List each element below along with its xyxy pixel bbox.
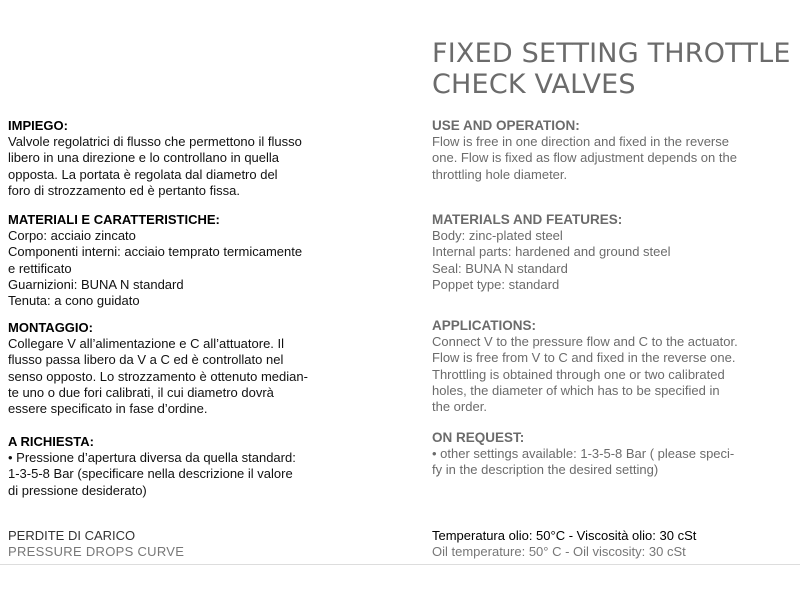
section-line: Valvole regolatrici di flusso che permettono il flusso — [8, 134, 302, 149]
section-heading: USE AND OPERATION: — [432, 118, 580, 133]
oil-conditions-it: Temperatura olio: 50°C - Viscosità olio: 30 cSt — [432, 528, 697, 543]
section-heading: APPLICATIONS: — [432, 318, 536, 333]
section-line: senso opposto. Lo strozzamento è ottenuto median- — [8, 368, 308, 384]
oil-conditions-caption — [432, 528, 696, 560]
section-heading: MATERIALS AND FEATURES: — [432, 212, 623, 227]
pressure-drops-caption — [8, 528, 184, 560]
section-heading: A RICHIESTA: — [8, 434, 94, 449]
section-line: te uno o due fori calibrati, il cui diametro dovrà — [8, 384, 274, 400]
section-line: 1-3-5-8 Bar (specificare nella descrizione il valore — [8, 466, 293, 482]
section-impiego — [8, 118, 302, 199]
section-line: • other settings available: 1-3-5-8 Bar ( please speci- — [432, 446, 735, 461]
section-line: fy in the description the desired setting) — [432, 462, 659, 478]
divider — [0, 564, 800, 565]
page-title-line-2: CHECK VALVES — [432, 69, 636, 100]
section-materiali — [8, 212, 302, 309]
section-line: one. Flow is fixed as flow adjustment depends on the — [432, 150, 737, 166]
section-heading: MONTAGGIO: — [8, 320, 93, 335]
section-line: Tenuta: a cono guidato — [8, 293, 140, 309]
section-line: Corpo: acciaio zincato — [8, 228, 136, 243]
section-line: opposta. La portata è regolata dal diametro del — [8, 166, 278, 182]
section-line: flusso passa libero da V a C ed è controllato nel — [8, 352, 284, 368]
section-line: Seal: BUNA N standard — [432, 260, 568, 276]
section-heading: MATERIALI E CARATTERISTICHE: — [8, 212, 220, 227]
section-line: foro di strozzamento ed è pertanto fissa. — [8, 182, 240, 198]
section-line: throttling hole diameter. — [432, 166, 568, 182]
pressure-drops-label-it: PERDITE DI CARICO — [8, 528, 136, 543]
section-line: holes, the diameter of which has to be specified in — [432, 382, 720, 398]
section-line: di pressione desiderato) — [8, 482, 147, 498]
section-use-and-operation — [432, 118, 737, 183]
section-line: Body: zinc-plated steel — [432, 228, 563, 243]
section-line: • Pressione d’apertura diversa da quella standard: — [8, 450, 296, 465]
section-montaggio — [8, 320, 308, 417]
page-title — [432, 38, 791, 100]
section-applications — [432, 318, 738, 415]
section-line: the order. — [432, 399, 487, 415]
section-line: Throttling is obtained through one or two calibrated — [432, 366, 725, 382]
section-line: Flow is free in one direction and fixed in the reverse — [432, 134, 729, 149]
section-line: Poppet type: standard — [432, 276, 560, 292]
section-line: Guarnizioni: BUNA N standard — [8, 276, 184, 292]
section-heading: IMPIEGO: — [8, 118, 68, 133]
section-on-request — [432, 430, 734, 479]
section-line: Flow is free from V to C and fixed in the reverse one. — [432, 350, 736, 366]
oil-conditions-en: Oil temperature: 50° C - Oil viscosity: 30 cSt — [432, 544, 686, 559]
section-line: e rettificato — [8, 260, 72, 276]
section-richiesta — [8, 434, 296, 499]
page-title-line-1: FIXED SETTING THROTTLE — [432, 38, 791, 69]
section-line: essere specificato in fase d’ordine. — [8, 401, 208, 417]
section-line: libero in una direzione e lo controllano in quella — [8, 150, 280, 166]
section-line: Componenti interni: acciaio temprato termicamente — [8, 244, 303, 260]
section-line: Connect V to the pressure flow and C to the actuator. — [432, 334, 738, 349]
section-heading: ON REQUEST: — [432, 430, 525, 445]
section-materials-and-features — [432, 212, 671, 293]
section-line: Internal parts: hardened and ground steel — [432, 244, 671, 260]
section-line: Collegare V all’alimentazione e C all’attuatore. Il — [8, 336, 285, 351]
pressure-drops-label-en: PRESSURE DROPS CURVE — [8, 544, 185, 559]
